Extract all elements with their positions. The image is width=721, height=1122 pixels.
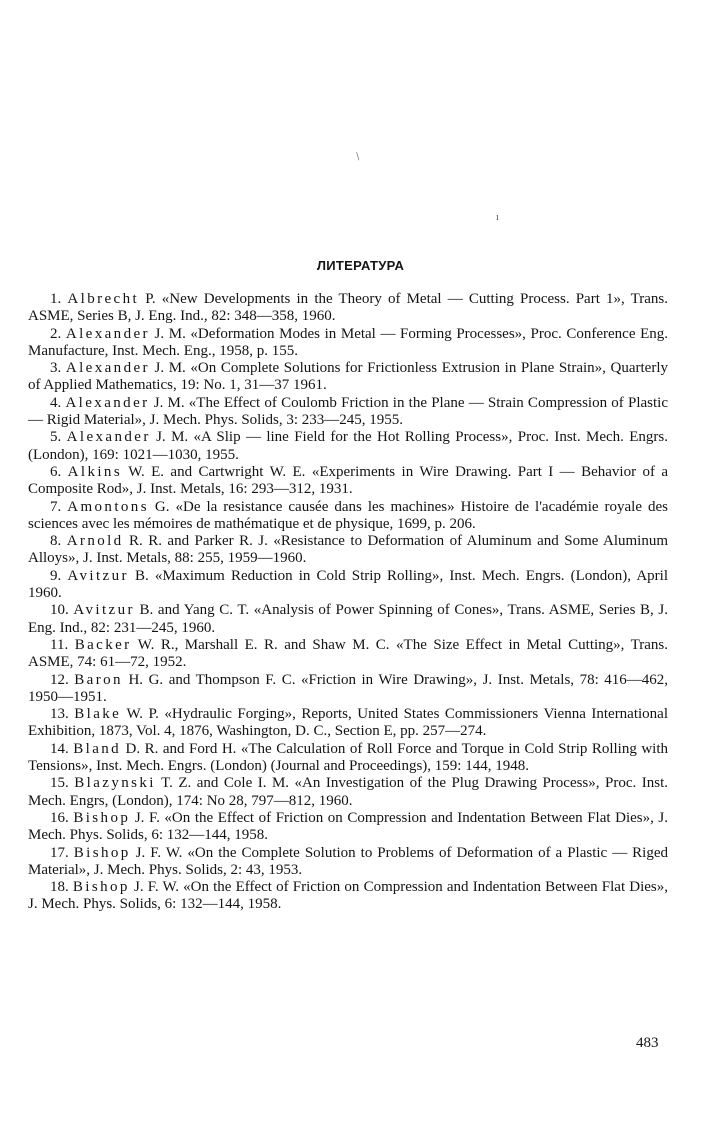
reference-text: W. P. «Hydraulic Forging», Reports, United States Commissioners Vienna International Exhibition, 1873, Vol. 4, 1876, Washington, D. C., Section E, pp. 257—274. <box>28 706 669 740</box>
reference-text: R. R. and Parker R. J. «Resistance to Deformation of Aluminum and Some Aluminum Alloys», J. Inst. Metals, 88: 255, 1959—1960. <box>28 533 668 567</box>
reference-number: 11. <box>50 636 69 653</box>
page-number: 483 <box>636 1035 659 1051</box>
reference-item <box>28 395 668 430</box>
reference-number: 16. <box>50 809 69 826</box>
reference-author: Alexander <box>65 394 150 411</box>
reference-item <box>28 879 668 914</box>
reference-author: Albrecht <box>67 291 140 307</box>
reference-text: J. M. «A Slip — line Field for the Hot Rolling Process», Proc. Inst. Mech. Engrs. (London), 169: 1021—1030, 1955. <box>28 429 669 463</box>
reference-number: 14. <box>50 740 69 757</box>
reference-item <box>28 291 668 326</box>
reference-item <box>28 672 668 707</box>
reference-text: J. F. W. «On the Effect of Friction on Compression and Indentation Between Flat Dies», J. Mech. Phys. Solids, 6: 132—144, 1958. <box>28 879 669 913</box>
reference-text: W. E. and Cartwright W. E. «Experiments in Wire Drawing. Part I — Behavior of a Composite Rod», J. Inst. Metals, 16: 293—312, 1931. <box>28 463 669 498</box>
reference-item <box>28 499 668 534</box>
reference-number: 3. <box>50 360 62 377</box>
reference-author: Alexander <box>65 325 150 342</box>
reference-author: Backer <box>74 636 132 653</box>
reference-item <box>28 326 668 361</box>
reference-number: 2. <box>50 325 62 342</box>
reference-number: 7. <box>50 498 62 515</box>
reference-author: Alexander <box>66 429 151 446</box>
reference-number: 9. <box>50 567 62 584</box>
reference-text: J. M. «Deformation Modes in Metal — Forming Processes», Proc. Conference Eng. Manufacture, Inst. Mech. Eng., 1958, p. 155. <box>28 325 668 359</box>
print-speck: ı <box>496 212 499 223</box>
reference-author: Alexander <box>65 360 150 377</box>
reference-number: 18. <box>50 879 69 896</box>
reference-item <box>28 810 668 845</box>
reference-item <box>28 360 668 395</box>
reference-number: 6. <box>50 463 62 480</box>
reference-item <box>28 568 668 603</box>
reference-text: W. R., Marshall E. R. and Shaw M. C. «The Size Effect in Metal Cutting», Trans. ASME, 74: 61—72, 1952. <box>28 636 668 671</box>
reference-item <box>28 429 668 464</box>
reference-number: 1. <box>50 291 62 307</box>
reference-item <box>28 533 668 568</box>
reference-author: Bishop <box>73 844 131 861</box>
reference-author: Baron <box>74 671 123 688</box>
reference-author: Bishop <box>72 879 130 896</box>
reference-author: Bishop <box>73 809 131 826</box>
reference-text: P. «New Developments in the Theory of Metal — Cutting Process. Part 1», Trans. ASME, Series B, J. Eng. Ind., 82: 348—358, 1960. <box>28 291 668 325</box>
reference-author: Blazynski <box>74 775 156 792</box>
reference-author: Alkins <box>67 463 123 480</box>
reference-text: B. and Yang C. T. «Analysis of Power Spinning of Cones», Trans. ASME, Series B, J. Eng. Ind., 82: 231—245, 1960. <box>28 602 669 636</box>
reference-item <box>28 464 668 499</box>
reference-author: Avitzur <box>73 602 135 619</box>
reference-item <box>28 637 668 672</box>
reference-text: J. M. «The Effect of Coulomb Friction in the Plane — Strain Compression of Plastic — Rigid Material», J. Mech. Phys. Solids, 3: 233—245, 1955. <box>28 394 668 429</box>
reference-text: H. G. and Thompson F. C. «Friction in Wire Drawing», J. Inst. Metals, 78: 416—462, 1950—1951. <box>28 671 669 705</box>
reference-list <box>28 291 668 914</box>
reference-text: J. M. «On Complete Solutions for Frictionless Extrusion in Plane Strain», Quarterly of Applied Mathematics, 19: No. 1, 31—37 1961. <box>28 360 668 394</box>
reference-text: J. F. «On the Effect of Friction on Compression and Indentation Between Flat Dies», J. Mech. Phys. Solids, 6: 132—144, 1958. <box>28 809 669 844</box>
reference-item <box>28 602 668 637</box>
reference-author: Blake <box>74 706 122 723</box>
reference-number: 8. <box>50 533 62 550</box>
reference-number: 15. <box>50 775 69 792</box>
reference-text: T. Z. and Cole I. M. «An Investigation of the Plug Drawing Process», Proc. Inst. Mech. Engrs, (London), 174: No 28, 797—812, 1960. <box>28 775 668 809</box>
reference-number: 17. <box>50 844 69 861</box>
reference-item <box>28 775 668 810</box>
reference-item <box>28 741 668 776</box>
reference-author: Avitzur <box>67 567 129 584</box>
reference-text: B. «Maximum Reduction in Cold Strip Rolling», Inst. Mech. Engrs. (London), April 1960. <box>28 567 668 602</box>
reference-number: 12. <box>50 671 69 688</box>
reference-number: 13. <box>50 706 69 723</box>
reference-item <box>28 845 668 880</box>
reference-text: G. «De la resistance causée dans les machines» Histoire de l'académie royale des sciences avec les mémoires de mathématique et de physique, 1699, p. 206. <box>28 498 668 532</box>
reference-author: Amontons <box>67 498 149 515</box>
reference-author: Arnold <box>66 533 124 550</box>
reference-item <box>28 706 668 741</box>
print-speck: / <box>352 149 364 163</box>
reference-number: 4. <box>50 394 62 411</box>
section-heading: ЛИТЕРАТУРА <box>316 258 405 273</box>
reference-number: 10. <box>50 602 69 619</box>
reference-text: D. R. and Ford H. «The Calculation of Roll Force and Torque in Cold Strip Rolling with Tensions», Inst. Mech. Engrs. (London) (Journal and Proceedings), 159: 144, 1948. <box>28 740 668 775</box>
reference-number: 5. <box>50 429 62 446</box>
reference-author: Bland <box>73 740 122 757</box>
reference-text: J. F. W. «On the Complete Solution to Problems of Deformation of a Plastic — Riged Material», J. Mech. Phys. Solids, 2: 43, 1953. <box>28 844 669 878</box>
